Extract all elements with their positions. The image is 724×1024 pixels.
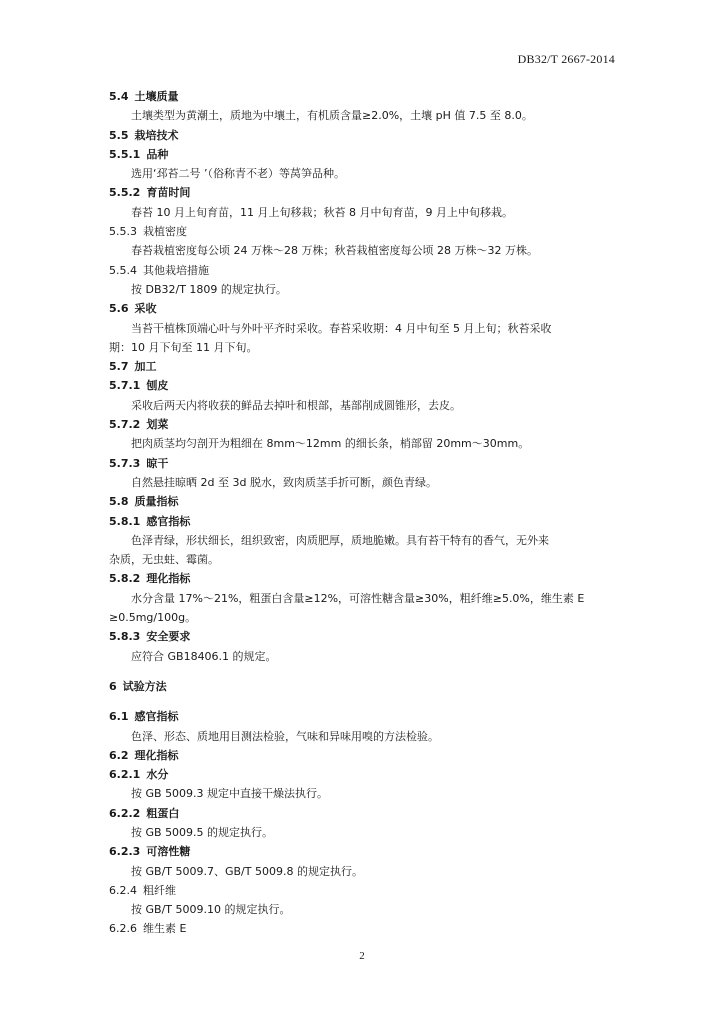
section-heading: 5.5.3 栽植密度 bbox=[109, 225, 187, 239]
paragraph: 采收后两天内将收获的鲜品去掉叶和根部，基部削成圆锥形，去皮。 bbox=[131, 398, 461, 412]
section-heading: 5.5 栽培技术 bbox=[109, 128, 179, 142]
section-heading: 5.4 土壤质量 bbox=[109, 90, 179, 103]
page-number: 2 bbox=[359, 950, 365, 962]
paragraph: 按 GB 5009.3 规定中直接干燥法执行。 bbox=[131, 787, 329, 801]
document-body bbox=[109, 87, 615, 939]
section-heading: 6.2.2 粗蛋白 bbox=[109, 806, 180, 820]
section-heading: 6.2.6 维生素 E bbox=[109, 922, 187, 936]
section-heading: 5.7.2 划菜 bbox=[109, 418, 169, 432]
paragraph-continuation: 杂质，无虫蛀、霉菌。 bbox=[109, 553, 219, 567]
section-heading: 6.2 理化指标 bbox=[109, 748, 179, 762]
section-heading: 5.5.1 品种 bbox=[109, 147, 169, 161]
document-code-header: DB32/T 2667-2014 bbox=[517, 52, 615, 66]
section-heading: 6.1 感官指标 bbox=[109, 710, 179, 724]
paragraph: 土壤类型为黄潮土，质地为中壤土，有机质含量≥2.0%，土壤 pH 值 7.5 至 8.0。 bbox=[131, 109, 533, 123]
paragraph-continuation: ≥0.5mg/100g。 bbox=[109, 611, 197, 625]
section-heading: 5.5.4 其他栽培措施 bbox=[109, 263, 209, 277]
section-heading: 5.8.3 安全要求 bbox=[109, 630, 191, 644]
paragraph: 自然悬挂晾晒 2d 至 3d 脱水，致肉质茎手折可断，颜色青绿。 bbox=[131, 475, 437, 489]
paragraph: 按 GB/T 5009.10 的规定执行。 bbox=[131, 903, 291, 917]
paragraph: 按 GB/T 5009.7、GB/T 5009.8 的规定执行。 bbox=[131, 864, 363, 878]
section-heading: 5.8.2 理化指标 bbox=[109, 572, 191, 586]
chapter-heading: 6 试验方法 bbox=[109, 679, 167, 693]
section-heading: 6.2.1 水分 bbox=[109, 768, 169, 782]
section-heading: 5.6 采收 bbox=[109, 302, 157, 316]
paragraph: 色泽、形态、质地用目测法检验，气味和异味用嗅的方法检验。 bbox=[131, 729, 439, 743]
section-heading: 6.2.3 可溶性糖 bbox=[109, 845, 191, 859]
section-gap bbox=[109, 696, 615, 707]
section-heading: 5.7 加工 bbox=[109, 360, 157, 374]
section-heading: 5.5.2 育苗时间 bbox=[109, 186, 191, 200]
section-heading: 5.7.3 晾干 bbox=[109, 456, 169, 470]
paragraph: 应符合 GB18406.1 的规定。 bbox=[131, 649, 277, 663]
section-heading: 5.8 质量指标 bbox=[109, 495, 179, 509]
section-heading: 5.7.1 刨皮 bbox=[109, 379, 169, 393]
paragraph: 选用‘邳苔二号 ’（俗称青不老）等莴笋品种。 bbox=[131, 167, 345, 181]
paragraph: 当苔干植株顶端心叶与外叶平齐时采收。春苔采收期：4 月中旬至 5 月上旬；秋苔采收 bbox=[131, 321, 552, 335]
paragraph: 色泽青绿，形状细长，组织致密，肉质肥厚，质地脆嫩。具有苔干特有的香气，无外来 bbox=[131, 533, 549, 547]
section-gap bbox=[109, 666, 615, 677]
paragraph: 按 DB32/T 1809 的规定执行。 bbox=[131, 282, 287, 296]
section-heading: 5.8.1 感官指标 bbox=[109, 514, 191, 528]
paragraph: 水分含量 17%～21%，粗蛋白含量≥12%，可溶性糖含量≥30%，粗纤维≥5.0%，维生素 E bbox=[131, 591, 585, 605]
paragraph: 春苔栽植密度每公顷 24 万株～28 万株；秋苔栽植密度每公顷 28 万株～32 万株。 bbox=[131, 244, 538, 258]
paragraph: 按 GB 5009.5 的规定执行。 bbox=[131, 825, 274, 839]
paragraph: 春苔 10 月上旬育苗，11 月上旬移栽；秋苔 8 月中旬育苗，9 月上中旬移栽。 bbox=[131, 205, 513, 219]
paragraph: 把肉质茎均匀剖开为粗细在 8mm～12mm 的细长条，梢部留 20mm～30mm。 bbox=[131, 437, 530, 451]
section-heading: 6.2.4 粗纤维 bbox=[109, 883, 176, 897]
paragraph-continuation: 期：10 月下旬至 11 月下旬。 bbox=[109, 340, 258, 354]
